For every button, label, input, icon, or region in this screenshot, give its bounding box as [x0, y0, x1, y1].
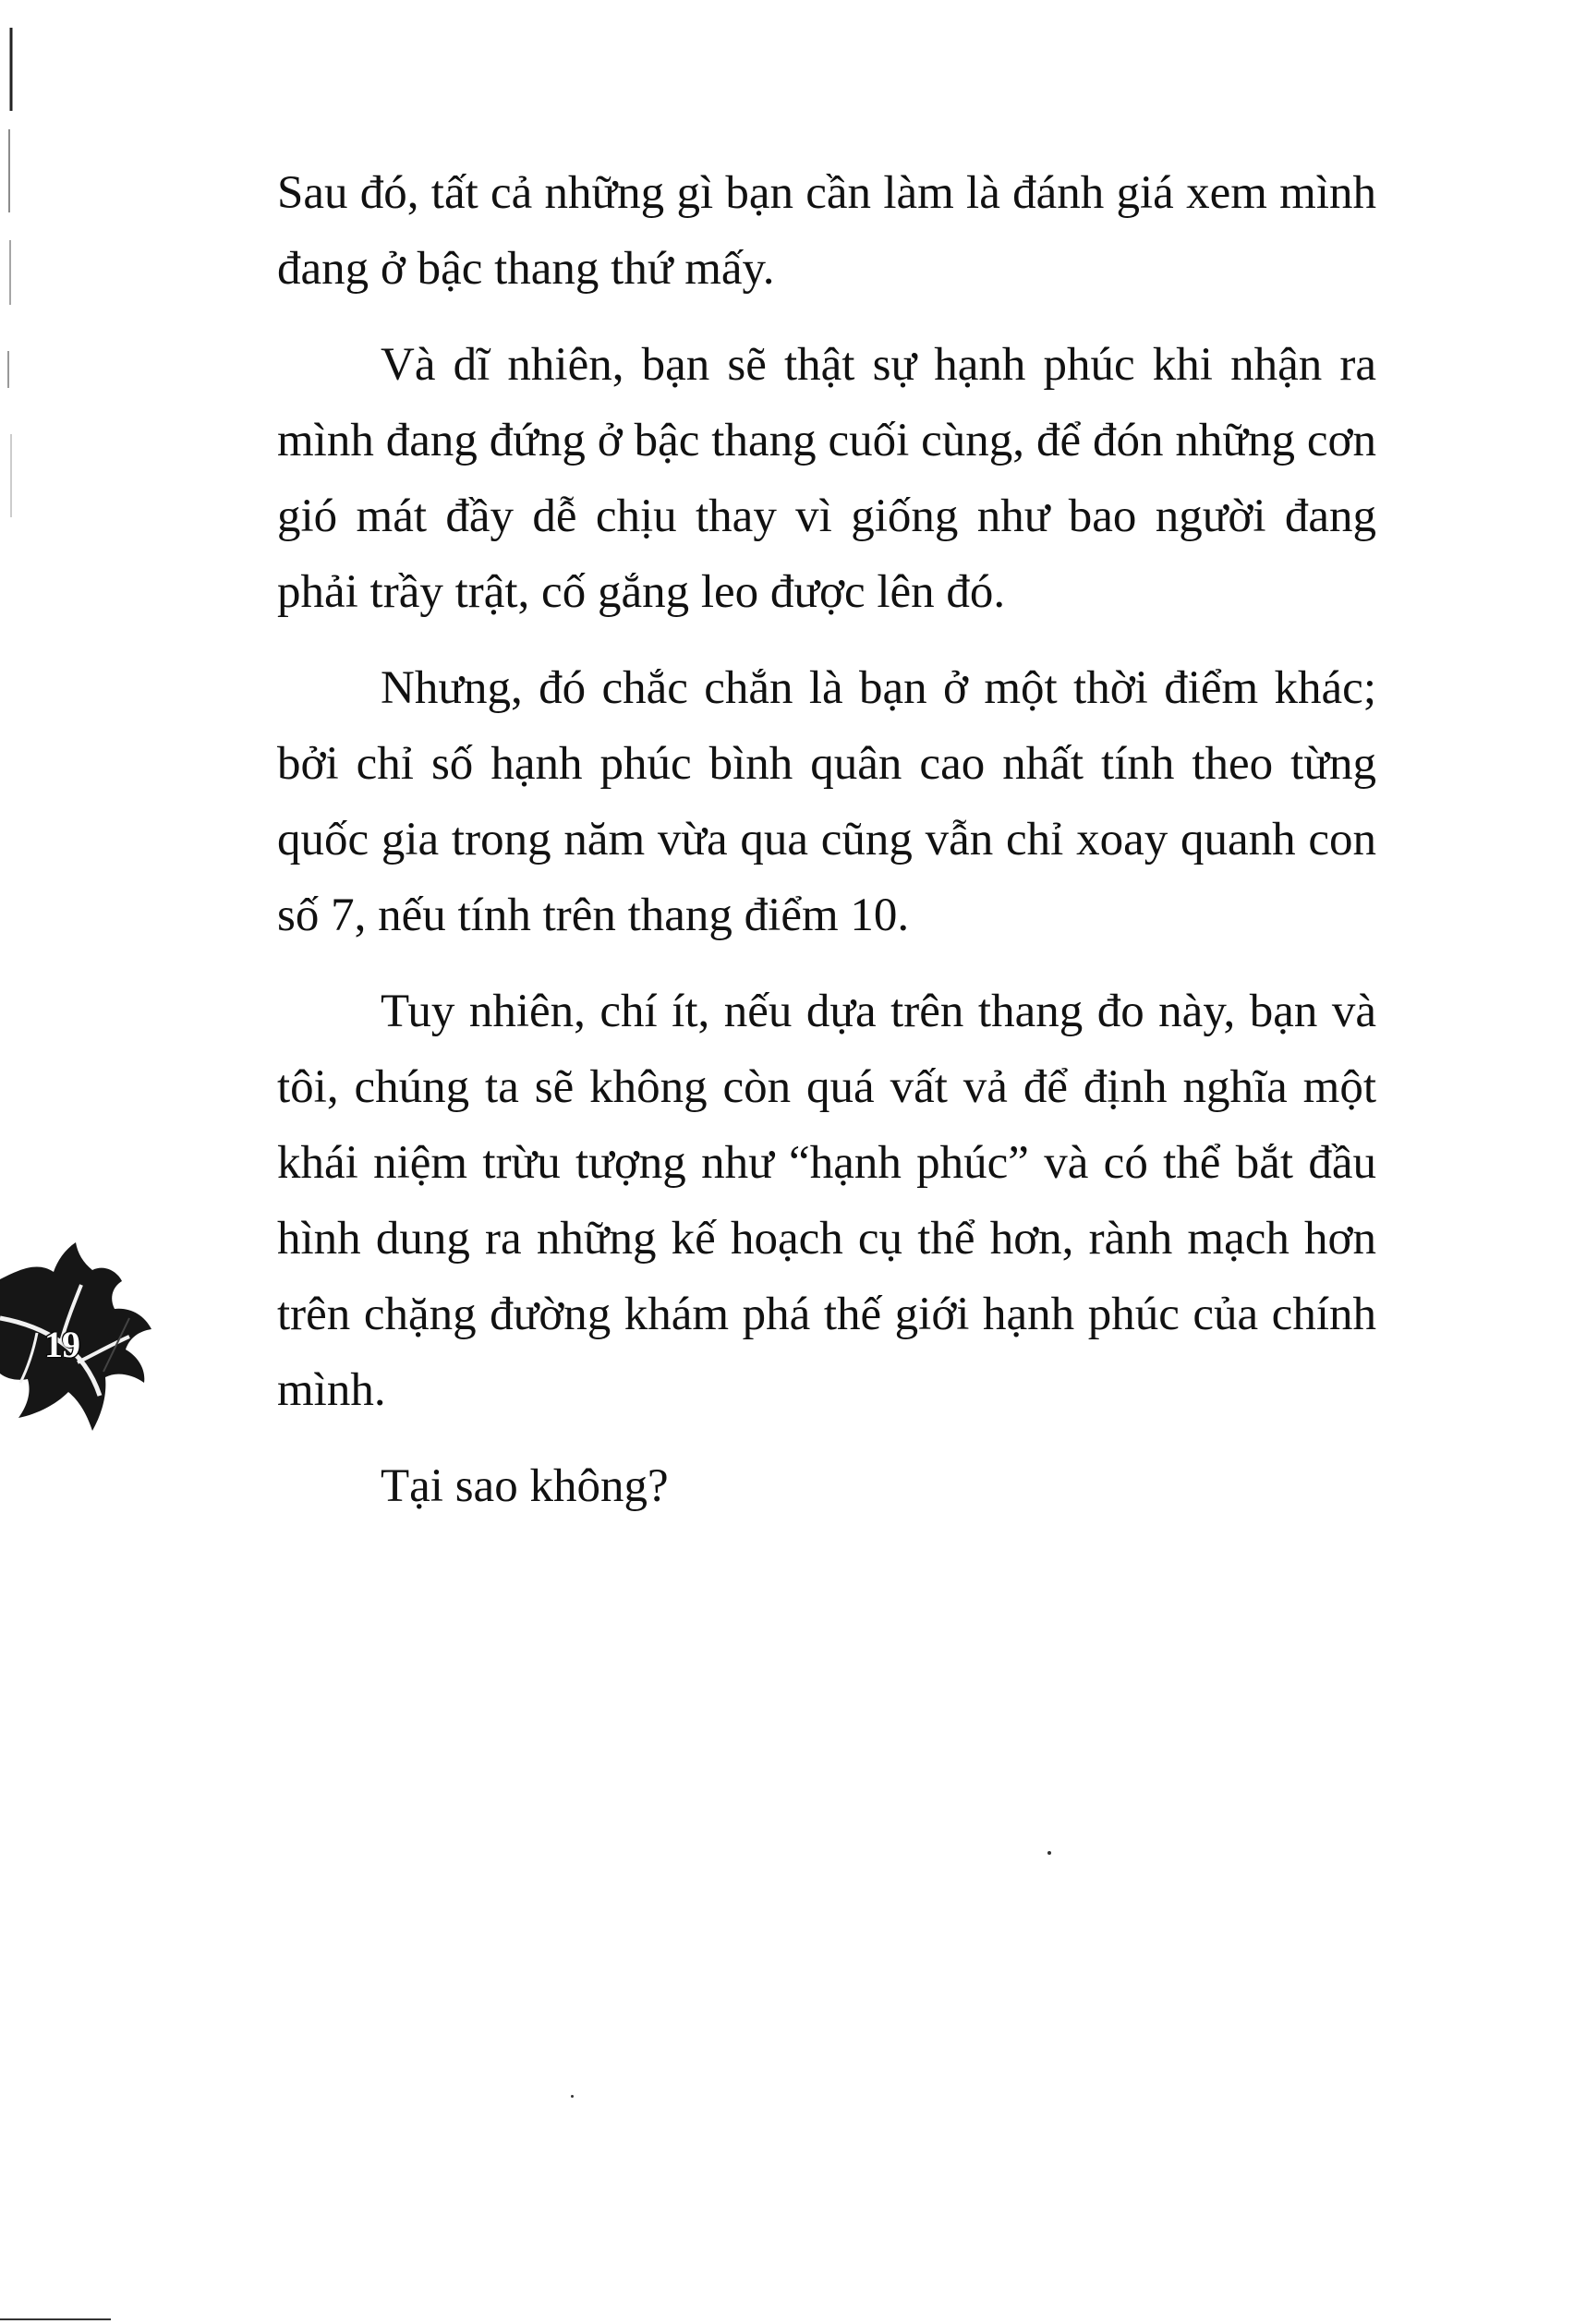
print-speck — [571, 2095, 574, 2098]
print-speck — [1047, 1851, 1051, 1855]
page-binding-edge — [0, 0, 28, 2324]
paragraph-2: Và dĩ nhiên, bạn sẽ thật sự hạnh phúc khi nhận ra mình đang đứng ở bậc thang cuối cùng, để đón những cơn gió mát đầy dễ chịu thay vì giống như bao người đang phải trầy trật, cố gắng leo được lên đó. — [277, 339, 1376, 618]
page-bottom-edge — [0, 2311, 1574, 2324]
paragraph-3: Nhưng, đó chắc chắn là bạn ở một thời điểm khác; bởi chỉ số hạnh phúc bình quân cao nhất tính theo từng quốc gia trong năm vừa qua cũng vẫn chỉ xoay quanh con số 7, nếu tính trên thang điểm 10. — [277, 662, 1376, 941]
page-number: 19 — [44, 1324, 79, 1365]
paragraph-1: Sau đó, tất cả những gì bạn cần làm là đánh giá xem mình đang ở bậc thang thứ mấy. — [277, 167, 1376, 295]
body-text — [277, 155, 1376, 1544]
paragraph-5: Tại sao không? — [381, 1460, 669, 1512]
paragraph-4: Tuy nhiên, chí ít, nếu dựa trên thang đo này, bạn và tôi, chúng ta sẽ không còn quá vất vả để định nghĩa một khái niệm trừu tượng như “hạnh phúc” và có thể bắt đầu hình dung ra những kế hoạch cụ thể hơn, rành mạch hơn trên chặng đường khám phá thế giới hạnh phúc của chính mình. — [277, 986, 1376, 1416]
maple-leaf-icon — [0, 1233, 159, 1455]
